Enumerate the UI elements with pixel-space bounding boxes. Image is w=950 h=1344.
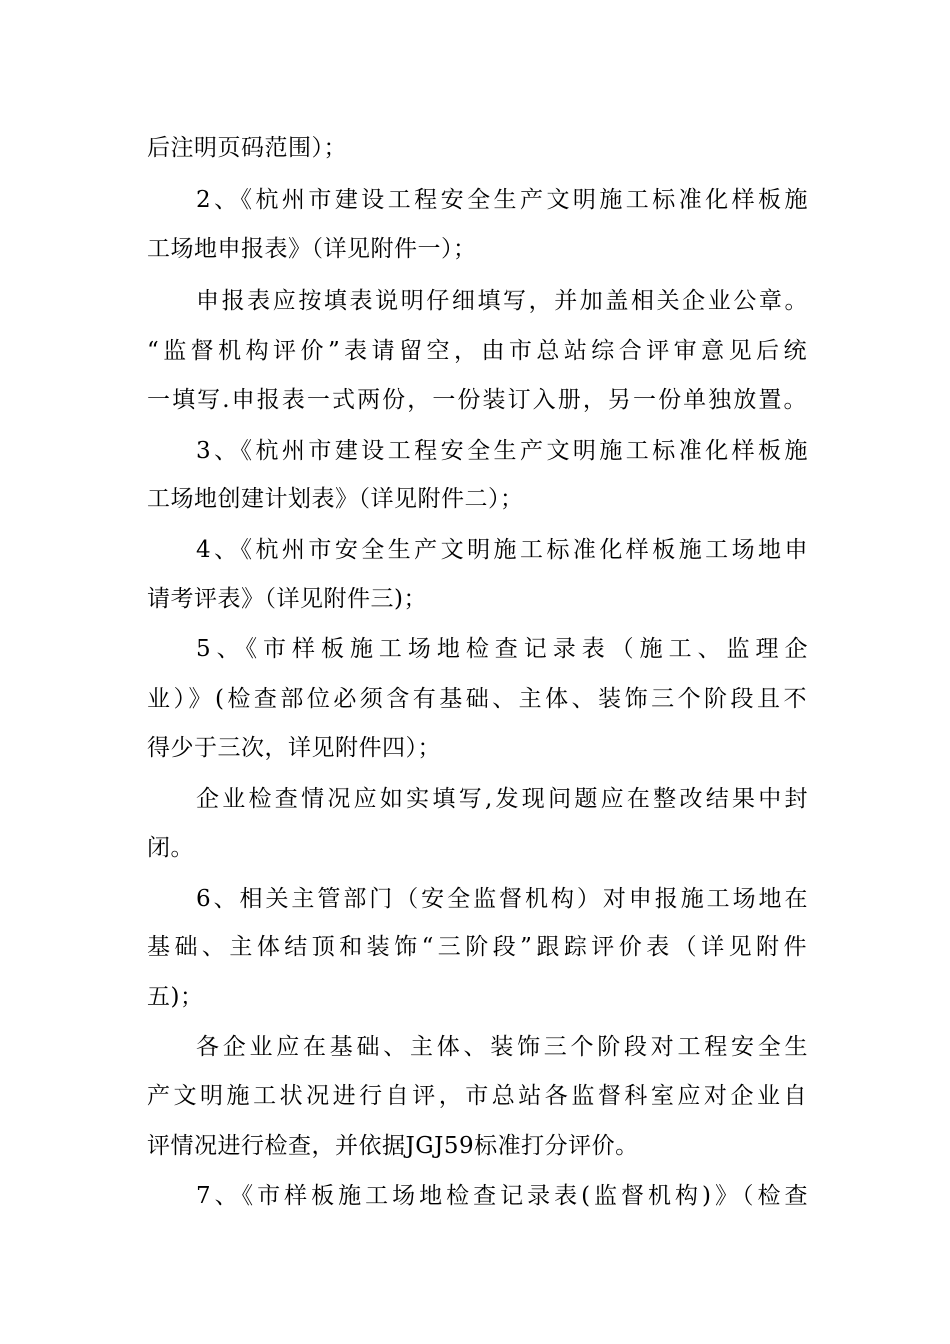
text-line-3: 工场地申报表》（详见附件一）；: [147, 236, 477, 262]
text-line-9: 4、《杭州市安全生产文明施工标准化样板施工场地申: [196, 537, 808, 563]
text-line-5: “监督机构评价”表请留空，由市总站综合评审意见后统: [147, 338, 807, 364]
text-line-2: 2、《杭州市建设工程安全生产文明施工标准化样板施: [196, 187, 808, 213]
text-line-6: 一填写.申报表一式两份，一份装订入册，另一份单独放置。: [147, 387, 807, 413]
text-line-10: 请考评表》（详见附件三)；: [147, 586, 427, 612]
text-line-8: 工场地创建计划表》（详见附件二）；: [147, 486, 524, 512]
text-line-22: 7、《市样板施工场地检查记录表(监督机构)》（检查: [196, 1183, 808, 1209]
text-line-15: 闭。: [147, 835, 194, 861]
text-line-13: 得少于三次，详见附件四）；: [147, 735, 441, 761]
text-line-18: 五)；: [147, 984, 204, 1010]
text-line-7: 3、《杭州市建设工程安全生产文明施工标准化样板施: [196, 438, 808, 464]
text-line-21: 评情况进行检查，并依据JGJ59标准打分评价。: [147, 1133, 639, 1159]
text-line-12: 业）》(检查部位必须含有基础、主体、装饰三个阶段且不: [147, 686, 807, 712]
text-line-11: 5、《市样板施工场地检查记录表（施工、监理企: [196, 636, 808, 662]
text-line-14: 企业检查情况应如实填写,发现问题应在整改结果中封: [196, 786, 808, 812]
text-line-4: 申报表应按填表说明仔细填写，并加盖相关企业公章。: [196, 288, 808, 314]
text-line-1: 后注明页码范围）；: [147, 135, 347, 161]
text-line-20: 产文明施工状况进行自评，市总站各监督科室应对企业自: [147, 1083, 807, 1109]
text-line-16: 6、相关主管部门（安全监督机构）对申报施工场地在: [196, 886, 808, 912]
text-line-17: 基础、主体结顶和装饰“三阶段”跟踪评价表（详见附件: [147, 934, 807, 960]
text-line-19: 各企业应在基础、主体、装饰三个阶段对工程安全生: [196, 1034, 808, 1060]
